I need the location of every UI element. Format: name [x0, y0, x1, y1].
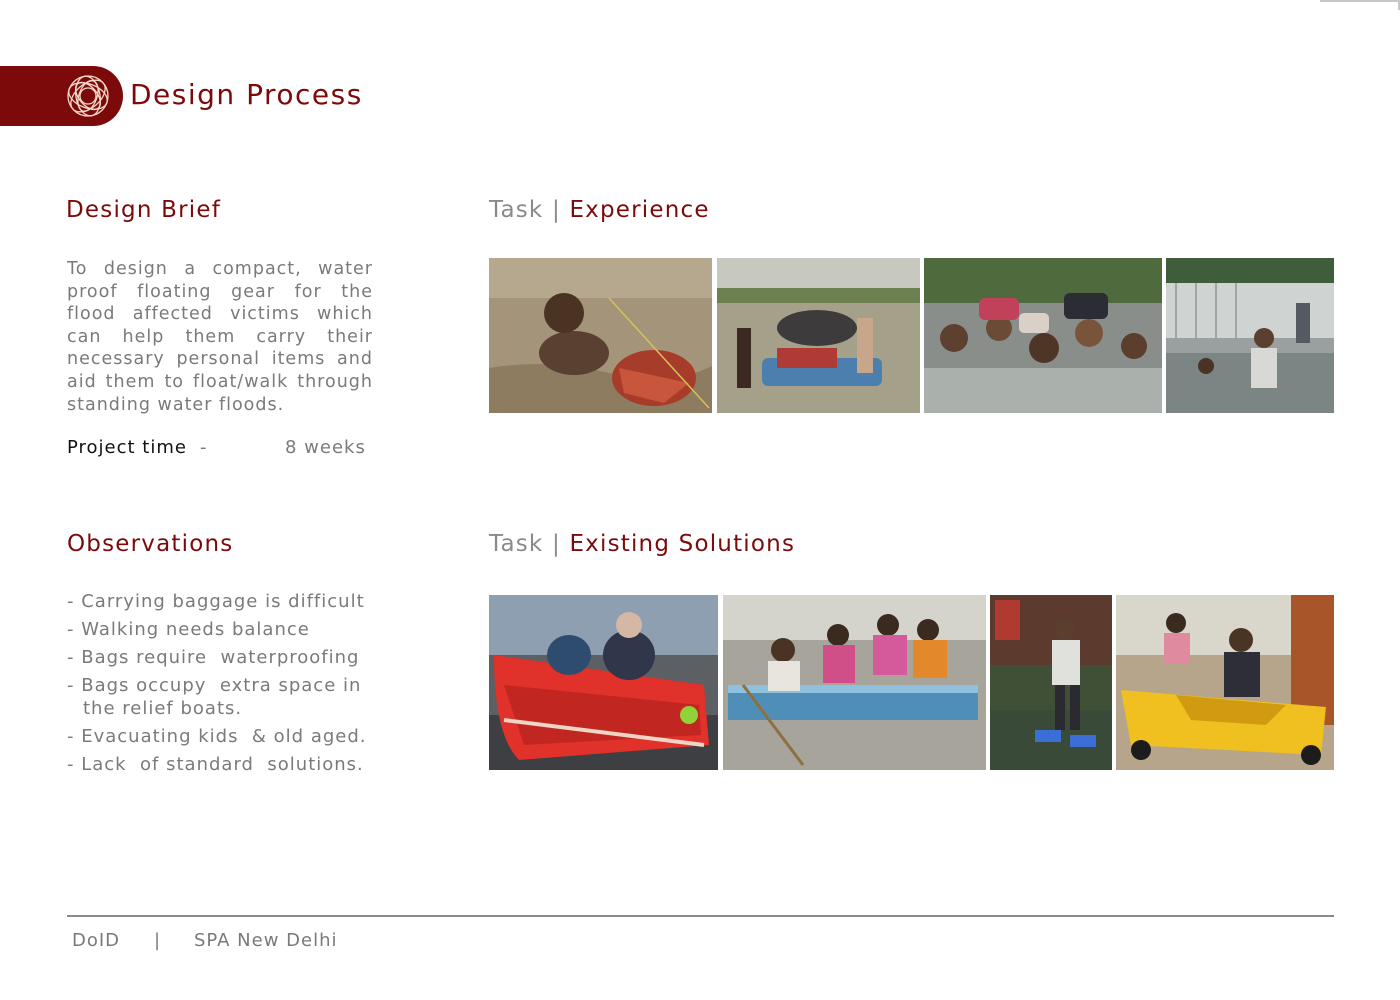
project-time-value: 8 weeks	[285, 437, 366, 458]
observation-item: - Bags occupy extra space in the relief boats.	[67, 675, 369, 719]
project-time-row	[67, 437, 377, 461]
solution-photo-raft	[489, 595, 718, 770]
experience-prefix: Task	[489, 197, 544, 223]
project-time-label: Project time	[67, 437, 187, 458]
footer-left: DoID	[72, 930, 121, 951]
observation-item: - Walking needs balance	[67, 619, 310, 640]
observation-item: - Bags require waterproofing	[67, 647, 360, 668]
observations-list	[67, 590, 397, 781]
solution-photo-stools	[990, 595, 1112, 770]
experience-divider: |	[551, 197, 561, 223]
solutions-prefix: Task	[489, 531, 544, 557]
page-title: Design Process	[130, 78, 363, 111]
observation-item: - Evacuating kids & old aged.	[67, 726, 367, 747]
design-brief-text: To design a compact, water proof floating gear for the flood affected victims which can help them carry their necessary personal items and aid them to float/walk through standing water floods.	[67, 259, 373, 415]
solutions-heading	[489, 531, 795, 557]
corner-mark	[1320, 0, 1400, 2]
observation-item: - Lack of standard solutions.	[67, 754, 364, 775]
design-brief-heading: Design Brief	[66, 197, 221, 223]
flood-photo-child	[489, 258, 712, 413]
logo-icon	[63, 71, 113, 121]
project-time-separator: -	[200, 437, 208, 458]
observations-heading: Observations	[67, 531, 234, 557]
solution-photo-yellow-float	[1116, 595, 1334, 770]
solution-photo-bottle-raft	[723, 595, 986, 770]
experience-heading	[489, 197, 710, 223]
footer-right: SPA New Delhi	[194, 930, 338, 951]
flood-photo-walking	[1166, 258, 1334, 413]
solutions-divider: |	[551, 531, 561, 557]
solutions-title: Existing Solutions	[569, 531, 796, 557]
flood-photo-raft	[717, 258, 920, 413]
footer-divider: |	[154, 930, 162, 951]
observation-item: - Carrying baggage is difficult	[67, 591, 365, 612]
flood-photo-crowd	[924, 258, 1162, 413]
experience-title: Experience	[569, 197, 710, 223]
footer-rule	[67, 915, 1334, 917]
